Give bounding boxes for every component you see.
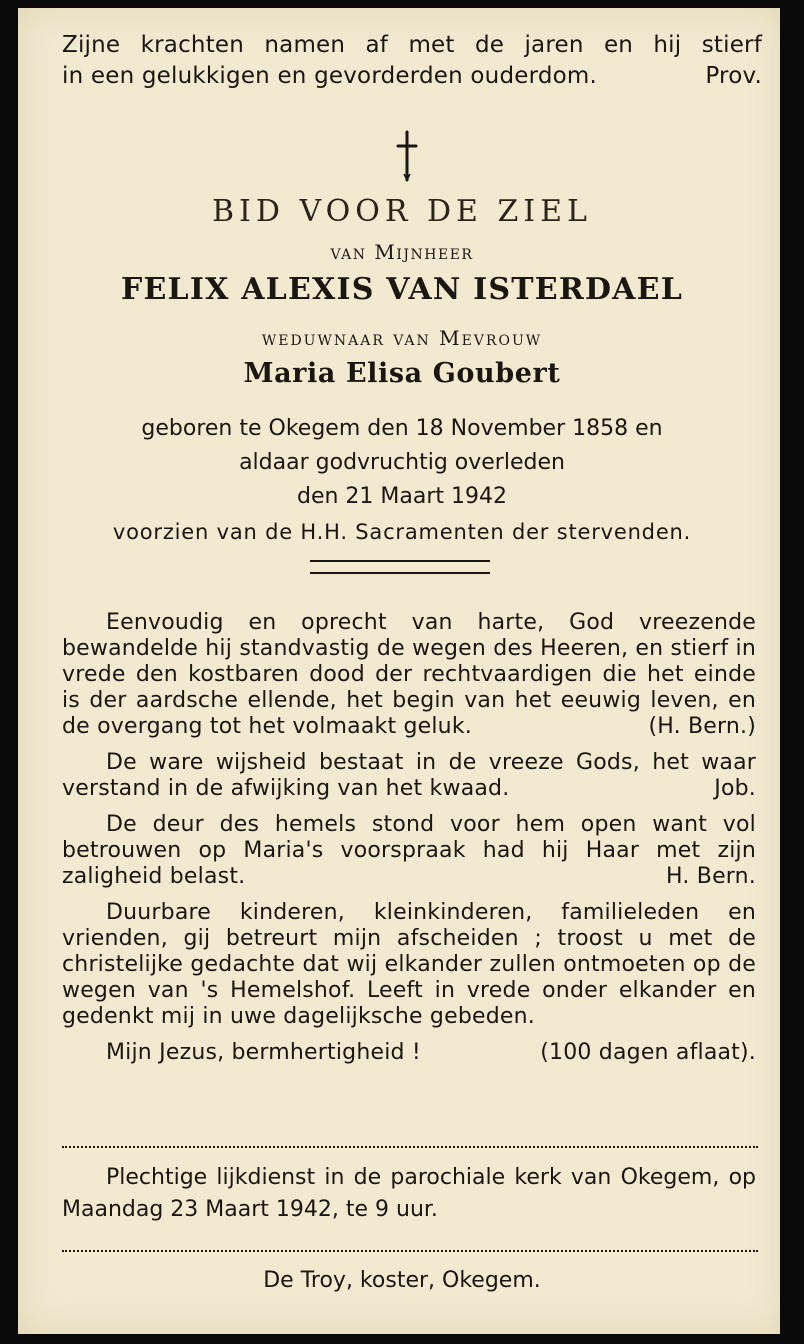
motto-line-2: [62, 61, 762, 92]
motto: [62, 30, 762, 92]
paragraph-attribution: Job.: [714, 776, 756, 801]
deceased-name: FELIX ALEXIS VAN ISTERDAEL: [120, 272, 684, 307]
motto-source: Prov.: [705, 63, 762, 89]
prayer-heading: BID VOOR DE ZIEL: [212, 194, 592, 229]
paragraph-attribution: H. Bern.: [666, 864, 756, 889]
cross-icon: [392, 130, 422, 184]
motto-line-2-text: in een gelukkigen en gevorderden ouderdom.: [62, 63, 598, 89]
scan-edge: [780, 8, 786, 1334]
motto-line-1: Zijne krachten namen af met de jaren en hij stierf: [62, 32, 762, 58]
meditation-text: [62, 610, 756, 1076]
dotted-divider: [62, 1250, 758, 1252]
death-date: den 21 Maart 1942: [296, 484, 508, 509]
widower-line: weduwnaar van Mevrouw: [261, 326, 543, 350]
dotted-divider: [62, 1146, 758, 1148]
paragraph-text: Mijn Jezus, bermhertigheid !: [106, 1040, 421, 1065]
birth-line: geboren te Okegem den 18 November 1858 en: [141, 416, 663, 441]
divider-rule: [310, 572, 490, 574]
paragraph: [62, 750, 756, 802]
death-line: aldaar godvruchtig overleden: [239, 450, 565, 475]
paragraph: [62, 900, 756, 1030]
paragraph: [62, 812, 756, 890]
spouse-name: Maria Elisa Goubert: [243, 358, 561, 389]
sacraments-line: voorzien van de H.H. Sacramenten der stervenden.: [112, 520, 692, 544]
memorial-card: [18, 8, 786, 1334]
paragraph-text: De deur des hemels stond voor hem open want vol betrouwen op Maria's voorspraak had hij Haar met zijn zaligheid belast.: [62, 812, 756, 889]
paragraph-attribution: (100 dagen aflaat).: [540, 1040, 756, 1065]
funeral-notice: Plechtige lijkdienst in de parochiale kerk van Okegem, op Maandag 23 Maart 1942, te 9 uur.: [62, 1165, 756, 1222]
paragraph-attribution: (H. Bern.): [648, 714, 756, 739]
paragraph-text: De ware wijsheid bestaat in de vreeze Gods, het waar verstand in de afwijking van het kwaad.: [62, 750, 756, 801]
paragraph-text: Eenvoudig en oprecht van harte, God vreezende bewandelde hij standvastig de wegen des Heeren, en stierf in vrede den kostbaren dood der rechtvaardigen die het einde is der aardsche ellende, het begin van het eeuwig leven, en de overgang tot het volmaakt geluk.: [62, 610, 756, 739]
paragraph: [62, 610, 756, 740]
printer-credit: De Troy, koster, Okegem.: [263, 1268, 541, 1293]
divider-rule: [310, 560, 490, 562]
honorific: van Mijnheer: [330, 240, 474, 264]
paragraph: [62, 1040, 756, 1066]
paragraph-text: Duurbare kinderen, kleinkinderen, familieleden en vrienden, gij betreurt mijn afscheiden ; troost u met de christelijke gedachte dat wij elkander zullen ontmoeten op de wegen van 's Hemelshof. Leeft in vrede onder elkander en gedenkt mij in uwe dagelijksche gebeden.: [62, 900, 756, 1029]
